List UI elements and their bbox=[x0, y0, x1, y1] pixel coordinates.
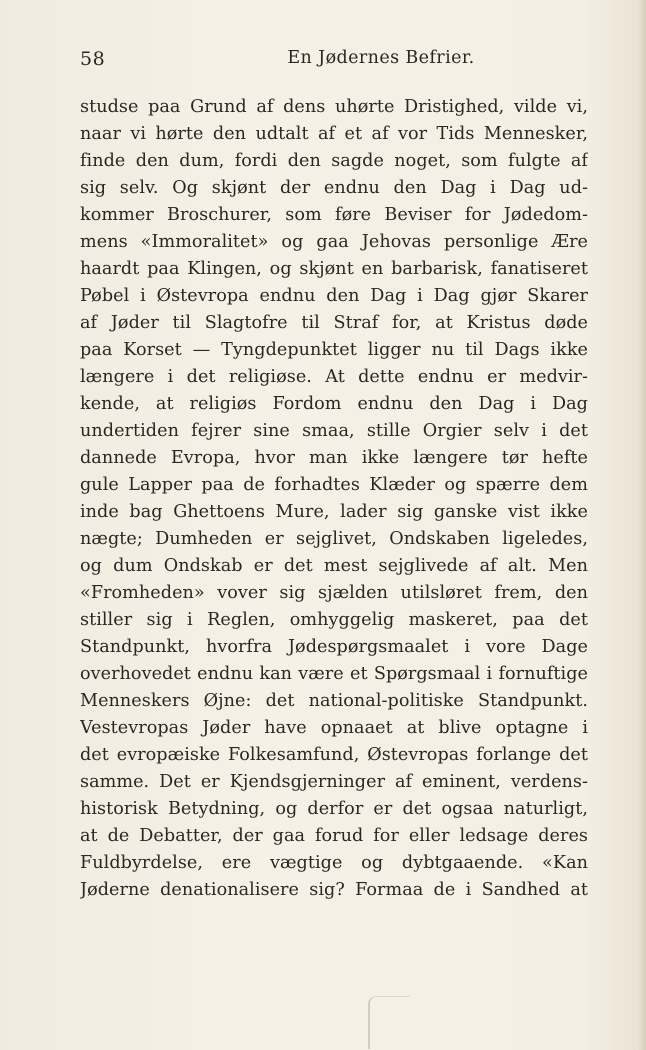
text-line: nægte; Dumheden er sejglivet, Ondskaben ligeledes, bbox=[80, 529, 588, 549]
text-line: og dum Ondskab er det mest sejglivede af alt. Men bbox=[80, 556, 588, 576]
text-line: finde den dum, fordi den sagde noget, som fulgte af bbox=[80, 151, 588, 171]
running-head: En Jødernes Befrier. bbox=[287, 48, 475, 68]
text-line: historisk Betydning, og derfor er det ogsaa naturligt, bbox=[80, 799, 588, 819]
text-line: af Jøder til Slagtofre til Straf for, at Kristus døde bbox=[80, 313, 588, 333]
text-line: at de Debatter, der gaa forud for eller ledsage deres bbox=[80, 826, 588, 846]
text-line: mens «Immoralitet» og gaa Jehovas personlige Ære bbox=[80, 232, 588, 252]
text-line: Pøbel i Østevropa endnu den Dag i Dag gjør Skarer bbox=[80, 286, 588, 306]
text-line: kende, at religiøs Fordom endnu den Dag i Dag bbox=[80, 394, 588, 414]
body-text bbox=[80, 94, 588, 904]
text-line: undertiden fejrer sine smaa, stille Orgier selv i det bbox=[80, 421, 588, 441]
text-line: Standpunkt, hvorfra Jødespørgsmaalet i vore Dage bbox=[80, 637, 588, 657]
text-line: paa Korset — Tyngdepunktet ligger nu til Dags ikke bbox=[80, 340, 588, 360]
text-line: længere i det religiøse. At dette endnu er medvir- bbox=[80, 367, 588, 387]
page-corner-mark bbox=[368, 996, 410, 1049]
text-line: dannede Evropa, hvor man ikke længere tør hefte bbox=[80, 448, 588, 468]
text-line: haardt paa Klingen, og skjønt en barbarisk, fanatiseret bbox=[80, 259, 588, 279]
text-line: Fuldbyrdelse, ere vægtige og dybtgaaende. «Kan bbox=[80, 853, 588, 873]
text-line: inde bag Ghettoens Mure, lader sig ganske vist ikke bbox=[80, 502, 588, 522]
text-line: studse paa Grund af dens uhørte Dristighed, vilde vi, bbox=[80, 97, 588, 117]
page-number: 58 bbox=[80, 48, 106, 70]
text-line: overhovedet endnu kan være et Spørgsmaal i fornuftige bbox=[80, 664, 588, 684]
page-edge-shadow bbox=[638, 0, 646, 1050]
text-line: Jøderne denationalisere sig? Formaa de i Sandhed at bbox=[80, 880, 588, 900]
text-line: det evropæiske Folkesamfund, Østevropas forlange det bbox=[80, 745, 588, 765]
text-line: sig selv. Og skjønt der endnu den Dag i Dag ud- bbox=[80, 178, 588, 198]
text-line: Vestevropas Jøder have opnaaet at blive optagne i bbox=[80, 718, 588, 738]
text-line: Menneskers Øjne: det national-politiske Standpunkt. bbox=[80, 691, 588, 711]
text-line: stiller sig i Reglen, omhyggelig maskeret, paa det bbox=[80, 610, 588, 630]
text-line: gule Lapper paa de forhadtes Klæder og spærre dem bbox=[80, 475, 588, 495]
text-line: naar vi hørte den udtalt af et af vor Tids Mennesker, bbox=[80, 124, 588, 144]
page-header bbox=[80, 48, 592, 74]
text-line: kommer Broschurer, som føre Beviser for Jødedom- bbox=[80, 205, 588, 225]
text-line: samme. Det er Kjendsgjerninger af eminent, verdens- bbox=[80, 772, 588, 792]
text-line: «Fromheden» vover sig sjælden utilsløret frem, den bbox=[80, 583, 588, 603]
